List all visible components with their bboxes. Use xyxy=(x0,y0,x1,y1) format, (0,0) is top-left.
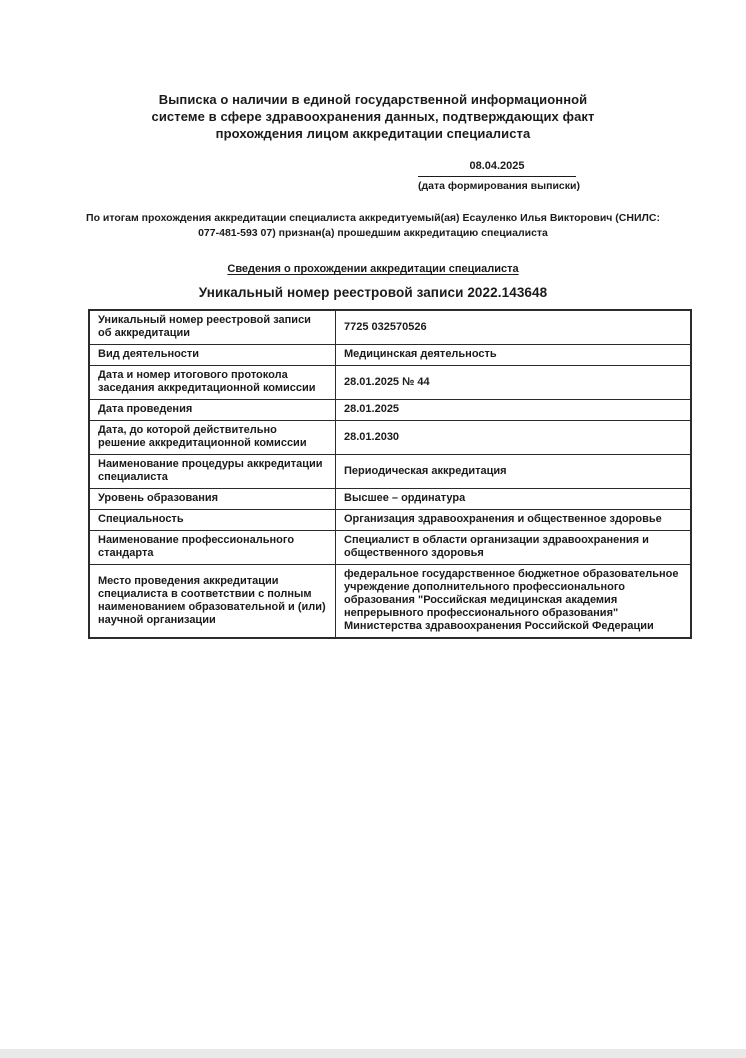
table-row xyxy=(89,565,691,639)
row-label: Дата и номер итогового протокола заседания аккредитационной комиссии xyxy=(89,366,336,400)
row-label: Вид деятельности xyxy=(89,345,336,366)
section-subtitle: Сведения о прохождении аккредитации специалиста xyxy=(227,263,519,275)
accreditation-result-paragraph: По итогам прохождения аккредитации специалиста аккредитуемый(ая) Есауленко Илья Викторович (СНИЛС: 077-481-593 07) признан(а) прошедшим аккредитацию специалиста xyxy=(86,212,660,239)
row-label: Уникальный номер реестровой записи об аккредитации xyxy=(89,310,336,345)
row-value: Высшее – ординатура xyxy=(336,489,692,510)
bottom-edge-bar xyxy=(0,1049,746,1058)
row-label: Наименование процедуры аккредитации специалиста xyxy=(89,455,336,489)
row-value: Организация здравоохранения и общественное здоровье xyxy=(336,510,692,531)
table-row xyxy=(89,366,691,400)
document-title-line-3: прохождения лицом аккредитации специалиста xyxy=(215,126,531,141)
document-title-line-1: Выписка о наличии в единой государственной информационной xyxy=(158,92,588,107)
table-row xyxy=(89,531,691,565)
formation-date-block xyxy=(418,160,580,193)
table-row xyxy=(89,489,691,510)
row-label: Дата проведения xyxy=(89,400,336,421)
table-row xyxy=(89,400,691,421)
accreditation-details-table xyxy=(88,309,692,639)
document-title xyxy=(0,0,746,142)
table-row xyxy=(89,455,691,489)
row-label: Наименование профессионального стандарта xyxy=(89,531,336,565)
row-label: Специальность xyxy=(89,510,336,531)
row-value: федеральное государственное бюджетное образовательное учреждение дополнительного профессионального образования "Российская медицинская академия непрерывного профессионального образования" Министерства здравоохранения Российской Федерации xyxy=(336,565,692,639)
row-value: 7725 032570526 xyxy=(336,310,692,345)
document-title-line-2: системе в сфере здравоохранения данных, подтверждающих факт xyxy=(151,109,595,124)
row-value: Специалист в области организации здравоохранения и общественного здоровья xyxy=(336,531,692,565)
table-row xyxy=(89,310,691,345)
row-label: Уровень образования xyxy=(89,489,336,510)
row-value: Периодическая аккредитация xyxy=(336,455,692,489)
row-value: 28.01.2025 xyxy=(336,400,692,421)
row-value: 28.01.2030 xyxy=(336,421,692,455)
row-value: Медицинская деятельность xyxy=(336,345,692,366)
formation-date: 08.04.2025 xyxy=(418,160,576,177)
table-row xyxy=(89,345,691,366)
table-row xyxy=(89,510,691,531)
row-value: 28.01.2025 № 44 xyxy=(336,366,692,400)
row-label: Дата, до которой действительно решение аккредитационной комиссии xyxy=(89,421,336,455)
registry-number-heading: Уникальный номер реестровой записи 2022.143648 xyxy=(198,285,548,300)
table-row xyxy=(89,421,691,455)
formation-date-caption: (дата формирования выписки) xyxy=(418,180,580,192)
row-label: Место проведения аккредитации специалиста в соответствии с полным наименованием образовательной и (или) научной организации xyxy=(89,565,336,639)
